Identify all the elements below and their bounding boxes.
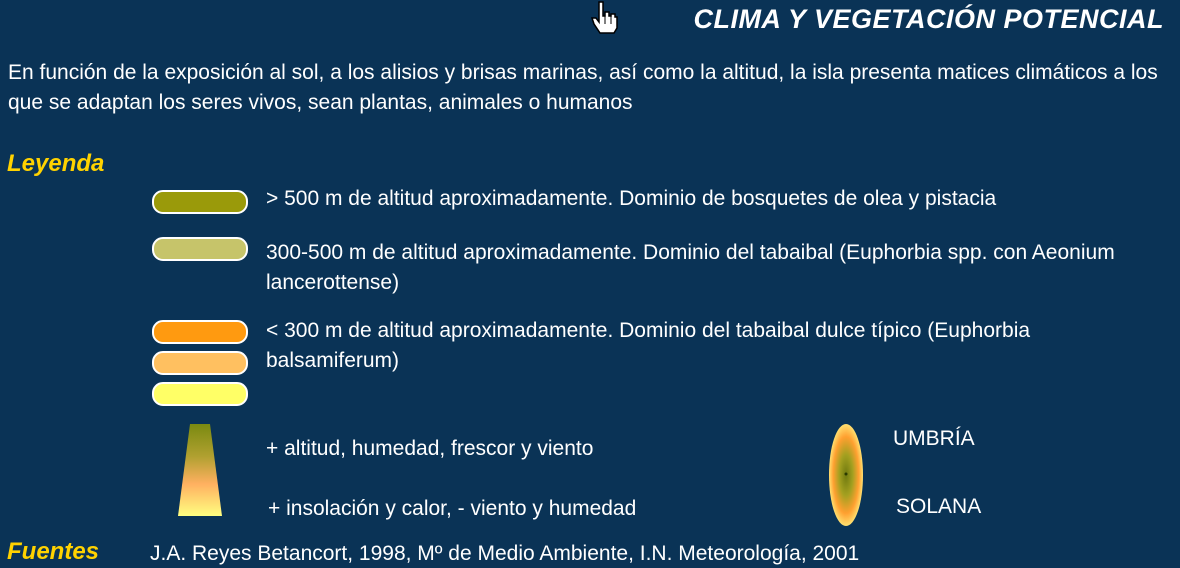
legend-item-high: > 500 m de altitud aproximadamente. Dominio de bosquetes de olea y pistacia	[266, 187, 997, 210]
hand-pointer-icon	[590, 0, 620, 34]
legend-item-low: < 300 m de altitud aproximadamente. Dominio del tabaibal dulce típico (Euphorbia balsamiferum)	[266, 319, 1031, 372]
legend-item-mid: 300-500 m de altitud aproximadamente. Dominio del tabaibal (Euphorbia spp. con Aeonium lancerottense)	[266, 241, 1115, 294]
intro-paragraph: En función de la exposición al sol, a los alisios y brisas marinas, así como la altitud, la isla presenta matices climáticos a los que se adaptan los seres vivos, sean plantas, animales o humanos	[8, 61, 1158, 114]
sources-heading: Fuentes	[7, 538, 100, 565]
legend-swatch-mid	[152, 237, 248, 261]
umbria-label: UMBRÍA	[893, 427, 975, 450]
legend-swatch-low-3	[152, 382, 248, 406]
altitude-gradient-icon	[176, 422, 224, 518]
gradient-top-text: + altitud, humedad, frescor y viento	[266, 437, 594, 460]
legend-swatch-high	[152, 190, 248, 214]
legend-swatch-low-1	[152, 320, 248, 344]
page-title: CLIMA Y VEGETACIÓN POTENCIAL	[693, 4, 1164, 34]
solana-label: SOLANA	[896, 495, 982, 518]
aspect-ellipse-icon	[827, 422, 865, 528]
sources-text: J.A. Reyes Betancort, 1998, Mº de Medio Ambiente, I.N. Meteorología, 2001	[150, 542, 860, 565]
legend-heading: Leyenda	[7, 150, 105, 177]
gradient-bottom-text: + insolación y calor, - viento y humedad	[268, 497, 637, 520]
legend-swatch-low-2	[152, 351, 248, 375]
